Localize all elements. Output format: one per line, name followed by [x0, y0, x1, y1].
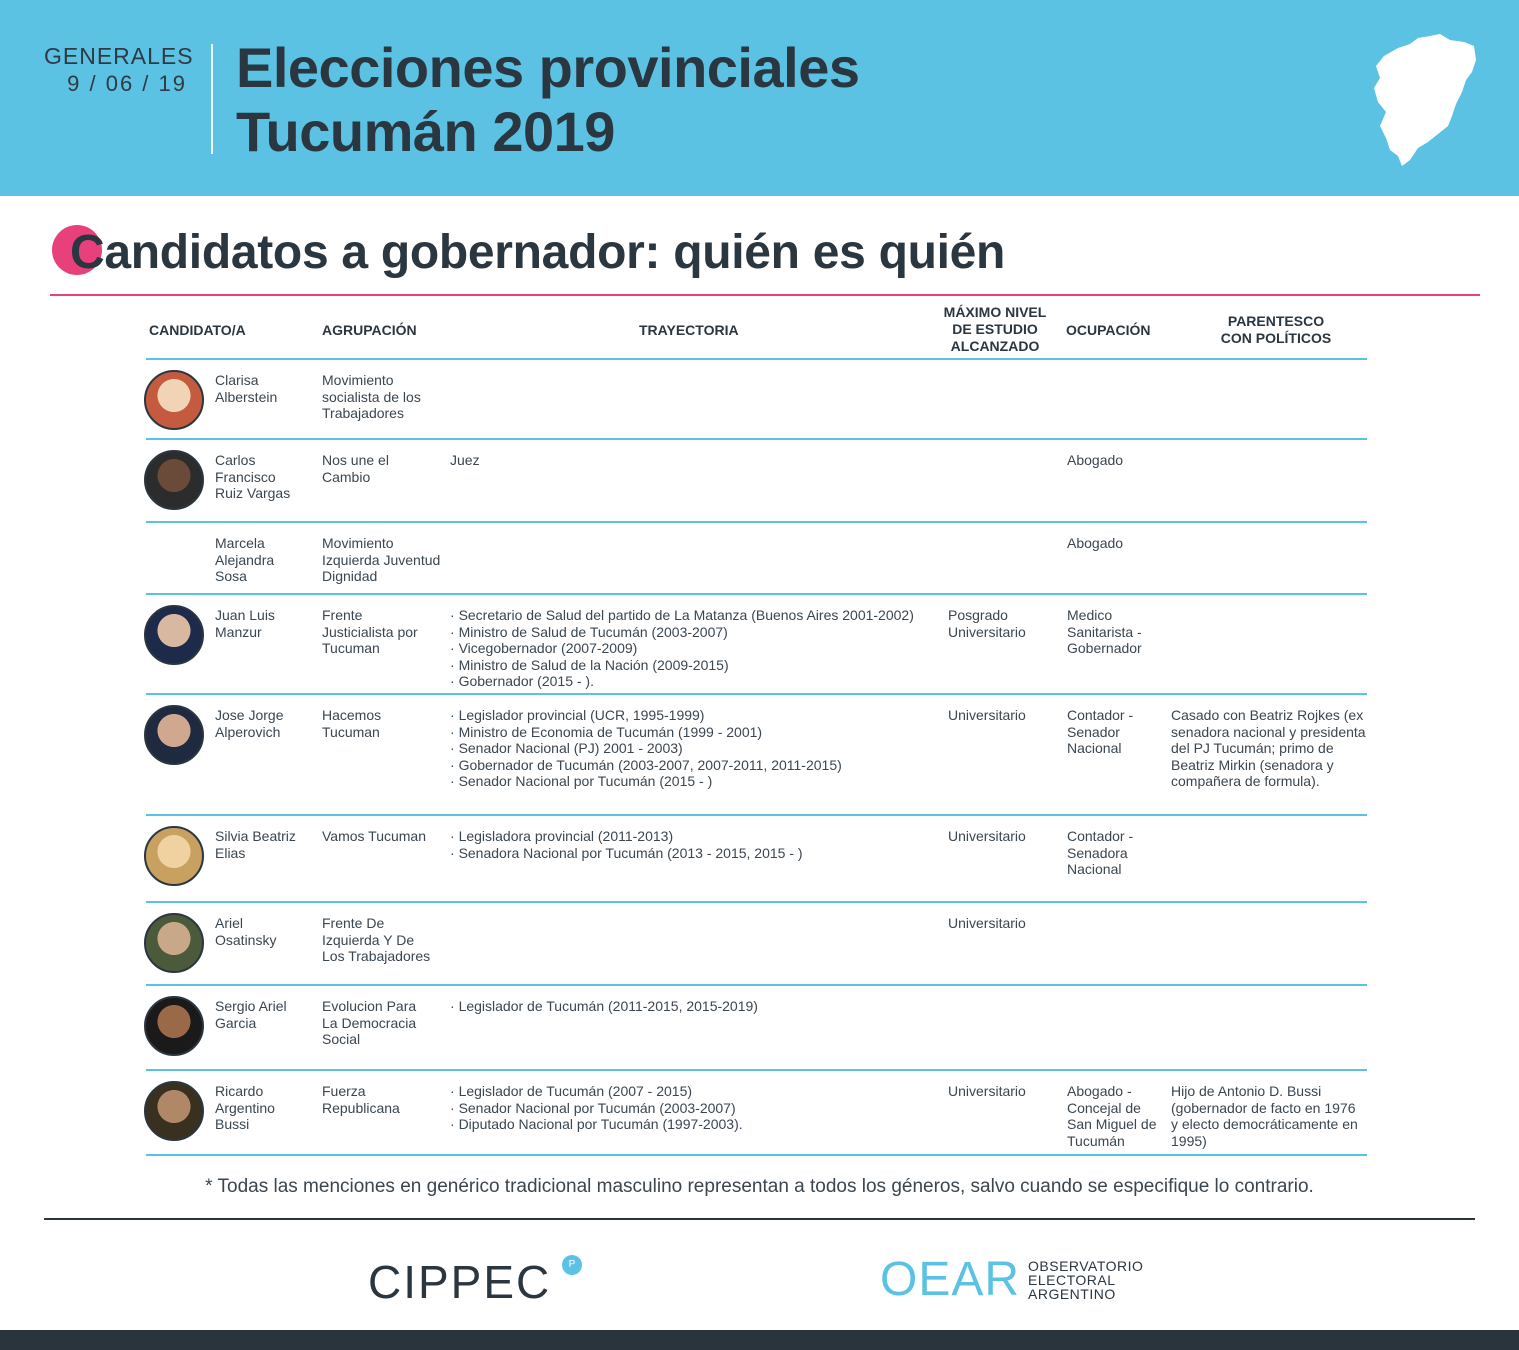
page-title-line-1: Elecciones provinciales: [236, 36, 860, 99]
header-estudio: MÁXIMO NIVEL DE ESTUDIO ALCANZADO: [943, 304, 1047, 354]
header-band: [0, 0, 1519, 196]
candidate-party: Frente De Izquierda Y De Los Trabajadores: [322, 915, 431, 964]
candidate-name: Ricardo Argentino Bussi: [215, 1083, 275, 1132]
table-row: [146, 816, 1367, 903]
header-agrupacion: AGRUPACIÓN: [322, 322, 417, 338]
trajectory-item: · Ministro de Salud de la Nación (2009-2015): [450, 657, 940, 674]
oear-logo-subtitle: OBSERVATORIO ELECTORAL ARGENTINO: [1028, 1258, 1144, 1302]
candidate-photo: [144, 1081, 204, 1141]
candidate-occupation: Contador - Senadora Nacional: [1067, 828, 1134, 877]
candidate-trajectory: [450, 998, 940, 1015]
candidates-table: [146, 300, 1367, 1156]
table-row: [146, 986, 1367, 1071]
candidate-trajectory: [450, 828, 940, 861]
candidate-trajectory: [450, 607, 940, 690]
candidate-kinship: Casado con Beatriz Rojkes (ex senadora nacional y presidenta del PJ Tucumán; primo de Beatriz Mirkin (senadora y compañera de formula).: [1171, 707, 1366, 789]
candidate-photo: [144, 826, 204, 886]
candidate-education: Universitario: [948, 915, 1026, 931]
candidate-education: Universitario: [948, 707, 1026, 723]
candidate-party: Movimiento socialista de los Trabajadores: [322, 372, 421, 421]
trajectory-item: · Vicegobernador (2007-2009): [450, 640, 940, 657]
candidate-party: Nos une el Cambio: [322, 452, 389, 485]
candidate-photo: [144, 370, 204, 430]
trajectory-item: · Legislador de Tucumán (2011-2015, 2015-2019): [450, 998, 940, 1015]
candidate-occupation: Contador - Senador Nacional: [1067, 707, 1134, 756]
table-row: [146, 440, 1367, 523]
section-divider: [50, 294, 1480, 296]
footer-divider: [44, 1218, 1475, 1220]
trajectory-item: · Legisladora provincial (2011-2013): [450, 828, 940, 845]
candidate-education: Posgrado Universitario: [948, 607, 1026, 640]
candidate-education: Universitario: [948, 828, 1026, 844]
header-parentesco: PARENTESCO CON POLÍTICOS: [1220, 313, 1332, 346]
trajectory-item: · Ministro de Salud de Tucumán (2003-2007): [450, 624, 940, 641]
candidate-party: Evolucion Para La Democracia Social: [322, 998, 417, 1047]
trajectory-item: · Diputado Nacional por Tucumán (1997-2003).: [450, 1116, 940, 1133]
candidate-education: Universitario: [948, 1083, 1026, 1099]
candidate-photo: [144, 605, 204, 665]
election-date: 9 / 06 / 19: [67, 71, 187, 96]
cippec-badge-icon: P: [562, 1255, 582, 1275]
candidate-trajectory: [450, 707, 940, 790]
candidate-name: Juan Luis Manzur: [215, 607, 275, 640]
trajectory-text: Juez: [450, 452, 480, 468]
candidate-occupation: Abogado: [1067, 535, 1124, 551]
table-row: [146, 1071, 1367, 1156]
candidate-photo: [144, 913, 204, 973]
table-body: [146, 360, 1367, 1156]
table-row: [146, 695, 1367, 816]
candidate-name: Jose Jorge Alperovich: [215, 707, 284, 740]
candidate-kinship: Hijo de Antonio D. Bussi (gobernador de facto en 1976 y electo democráticamente en 1995): [1171, 1083, 1358, 1149]
header-trayectoria: TRAYECTORIA: [639, 322, 739, 338]
page-title-line-2: Tucumán 2019: [236, 100, 615, 163]
header-candidato: CANDIDATO/A: [149, 322, 246, 338]
candidate-photo: [144, 996, 204, 1056]
table-row: [146, 360, 1367, 440]
candidate-name: Clarisa Alberstein: [215, 372, 278, 405]
candidate-trajectory: [450, 1083, 940, 1133]
cippec-logo: CIPPEC: [368, 1256, 552, 1308]
candidate-photo: [144, 450, 204, 510]
candidate-occupation: Abogado: [1067, 452, 1124, 468]
candidate-party: Vamos Tucuman: [322, 828, 427, 844]
candidate-party: Frente Justicialista por Tucuman: [322, 607, 418, 656]
trajectory-item: · Legislador de Tucumán (2007 - 2015): [450, 1083, 940, 1100]
trajectory-item: · Legislador provincial (UCR, 1995-1999): [450, 707, 940, 724]
bottom-bar: [0, 1330, 1519, 1350]
candidate-name: Carlos Francisco Ruiz Vargas: [215, 452, 291, 501]
candidate-trajectory: [450, 452, 940, 469]
trajectory-item: · Senador Nacional por Tucumán (2003-2007): [450, 1100, 940, 1117]
candidate-party: Hacemos Tucuman: [322, 707, 382, 740]
candidate-name: Sergio Ariel Garcia: [215, 998, 287, 1031]
table-row: [146, 903, 1367, 986]
election-type-block: [44, 42, 194, 98]
candidate-photo: [144, 705, 204, 765]
section-title: Candidatos a gobernador: quién es quién: [70, 226, 1006, 279]
candidate-occupation: Medico Sanitarista - Gobernador: [1067, 607, 1142, 656]
table-header: [146, 300, 1367, 360]
page-title: [236, 36, 859, 164]
candidate-party: Fuerza Republicana: [322, 1083, 400, 1116]
candidate-name: Ariel Osatinsky: [215, 915, 277, 948]
trajectory-item: · Secretario de Salud del partido de La Matanza (Buenos Aires 2001-2002): [450, 607, 940, 624]
header-divider: [211, 44, 213, 154]
trajectory-item: · Senador Nacional (PJ) 2001 - 2003): [450, 740, 940, 757]
trajectory-item: · Ministro de Economia de Tucumán (1999 - 2001): [450, 724, 940, 741]
trajectory-item: · Gobernador (2015 - ).: [450, 673, 940, 690]
trajectory-item: · Senadora Nacional por Tucumán (2013 - 2015, 2015 - ): [450, 845, 940, 862]
candidate-occupation: Abogado - Concejal de San Miguel de Tucumán: [1067, 1083, 1157, 1149]
tucuman-map-icon: [1368, 30, 1480, 170]
candidate-name: Silvia Beatriz Elias: [215, 828, 296, 861]
candidate-name: Marcela Alejandra Sosa: [215, 535, 275, 584]
oear-logo: OEAR: [880, 1253, 1021, 1306]
table-row: [146, 595, 1367, 695]
footnote: * Todas las menciones en genérico tradicional masculino representan a todos los géneros, salvo cuando se especifique lo contrario.: [205, 1176, 1314, 1197]
trajectory-item: · Senador Nacional por Tucumán (2015 - ): [450, 773, 940, 790]
trajectory-item: · Gobernador de Tucumán (2003-2007, 2007-2011, 2011-2015): [450, 757, 940, 774]
candidate-party: Movimiento Izquierda Juventud Dignidad: [322, 535, 441, 584]
header-ocupacion: OCUPACIÓN: [1066, 322, 1151, 338]
table-row: [146, 523, 1367, 595]
election-type-label: GENERALES: [44, 43, 194, 69]
